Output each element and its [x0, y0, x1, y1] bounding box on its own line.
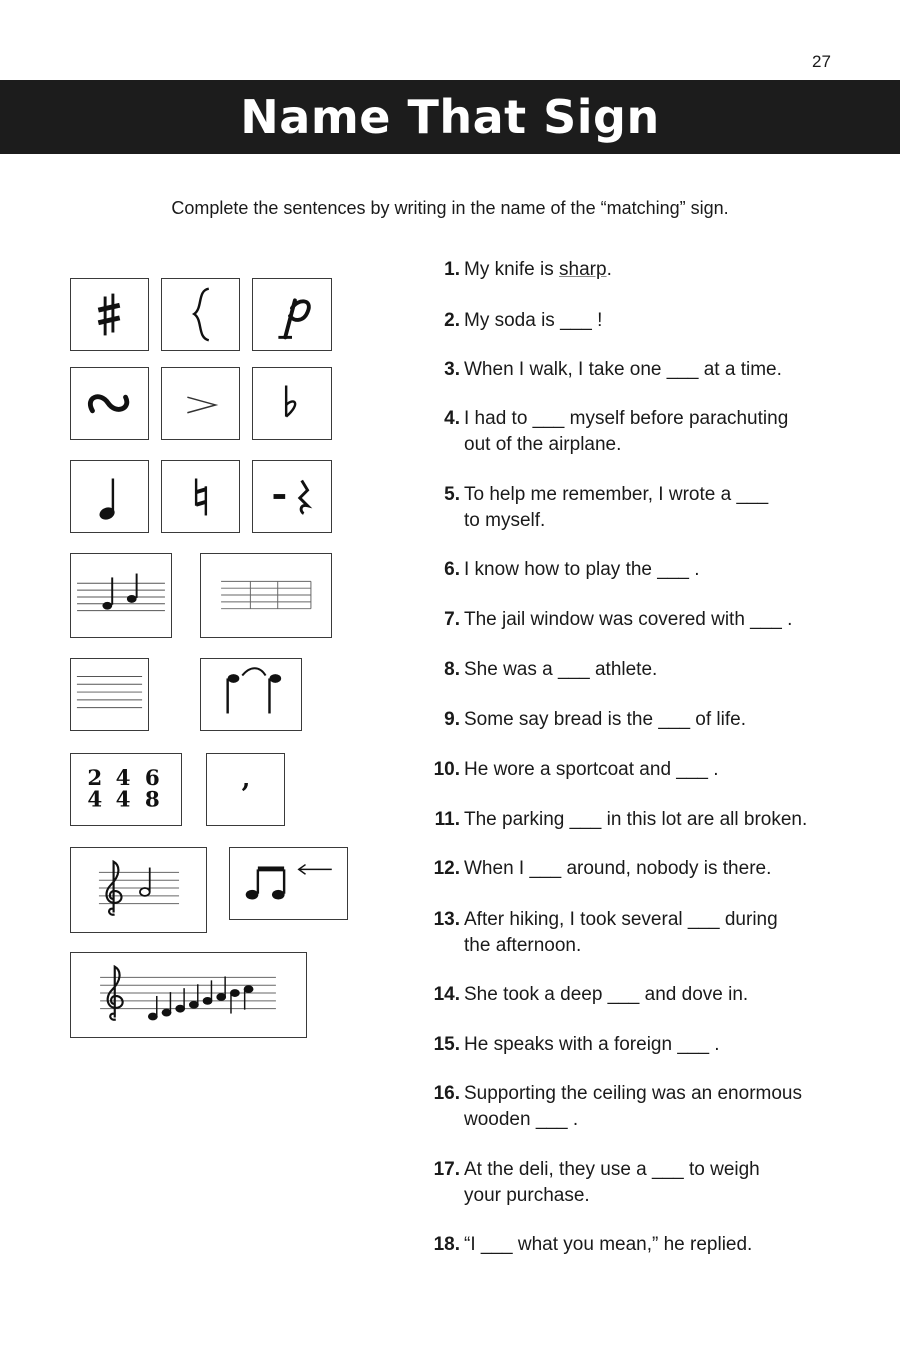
- time-sig-4-top: 4: [115, 766, 131, 792]
- turn-ornament-sign: [70, 367, 149, 440]
- time-sig-6-top: 6: [144, 766, 160, 792]
- title-bar: [0, 80, 900, 154]
- question-15: 15. He speaks with a foreign ___ .: [433, 1034, 720, 1055]
- natural-sign: [161, 460, 240, 533]
- question-10: 10. He wore a sportcoat and ___ .: [433, 759, 719, 780]
- time-sig-2-bottom: 4: [87, 787, 103, 813]
- brace-sign: [161, 278, 240, 351]
- question-16: 16. Supporting the ceiling was an enormous wooden ___ .: [433, 1083, 802, 1130]
- treble-clef-half-note-sign: [70, 847, 207, 933]
- question-4: 4. I had to ___ myself before parachuting out of the airplane.: [444, 408, 789, 455]
- question-18: 18. “I ___ what you mean,” he replied.: [433, 1234, 753, 1255]
- tie-sign: [200, 658, 302, 731]
- instructions: Complete the sentences by writing in the name of the “matching” sign.: [171, 198, 729, 218]
- time-sig-2-top: 2: [87, 766, 103, 792]
- rests-sign: [252, 460, 332, 533]
- question-9: 9. Some say bread is the ___ of life.: [444, 709, 746, 730]
- time-sig-4-bottom: 4: [115, 787, 131, 813]
- question-13: 13. After hiking, I took several ___ during the afternoon.: [433, 909, 778, 956]
- accent-sign: [161, 367, 240, 440]
- time-sig-8-bottom: 8: [144, 787, 160, 813]
- question-7: 7. The jail window was covered with ___ .: [444, 609, 793, 630]
- page-title: Name That Sign: [240, 90, 660, 144]
- eighth-notes-arrow-sign: [229, 847, 348, 920]
- question-3: 3. When I walk, I take one ___ at a time.: [444, 359, 782, 380]
- sharp-sign: [70, 278, 149, 351]
- breath-mark-sign: [206, 753, 285, 826]
- staff-sign: [70, 658, 149, 731]
- question-2: 2. My soda is ___ !: [444, 310, 603, 331]
- question-5: 5. To help me remember, I wrote a ___ to myself.: [444, 484, 769, 531]
- notes-on-staff-sign: [70, 553, 172, 638]
- question-8: 8. She was a ___ athlete.: [444, 659, 658, 680]
- question-17: 17. At the deli, they use a ___ to weigh your purchase.: [433, 1159, 760, 1206]
- page-number: 27: [812, 52, 831, 71]
- question-11: 11. The parking ___ in this lot are all broken.: [434, 809, 808, 830]
- quarter-note-sign: [70, 460, 149, 533]
- piano-dynamic-sign: [252, 278, 332, 351]
- question-12: 12. When I ___ around, nobody is there.: [433, 858, 772, 879]
- breath-mark: ,: [241, 763, 251, 794]
- time-signatures-sign: [70, 753, 182, 826]
- question-6: 6. I know how to play the ___ .: [444, 559, 700, 580]
- bar-lines-sign: [200, 553, 332, 638]
- question-1: 1. My knife is sharp.: [444, 259, 612, 280]
- question-14: 14. She took a deep ___ and dove in.: [433, 984, 749, 1005]
- scale-sign: [70, 952, 307, 1038]
- flat-sign: [252, 367, 332, 440]
